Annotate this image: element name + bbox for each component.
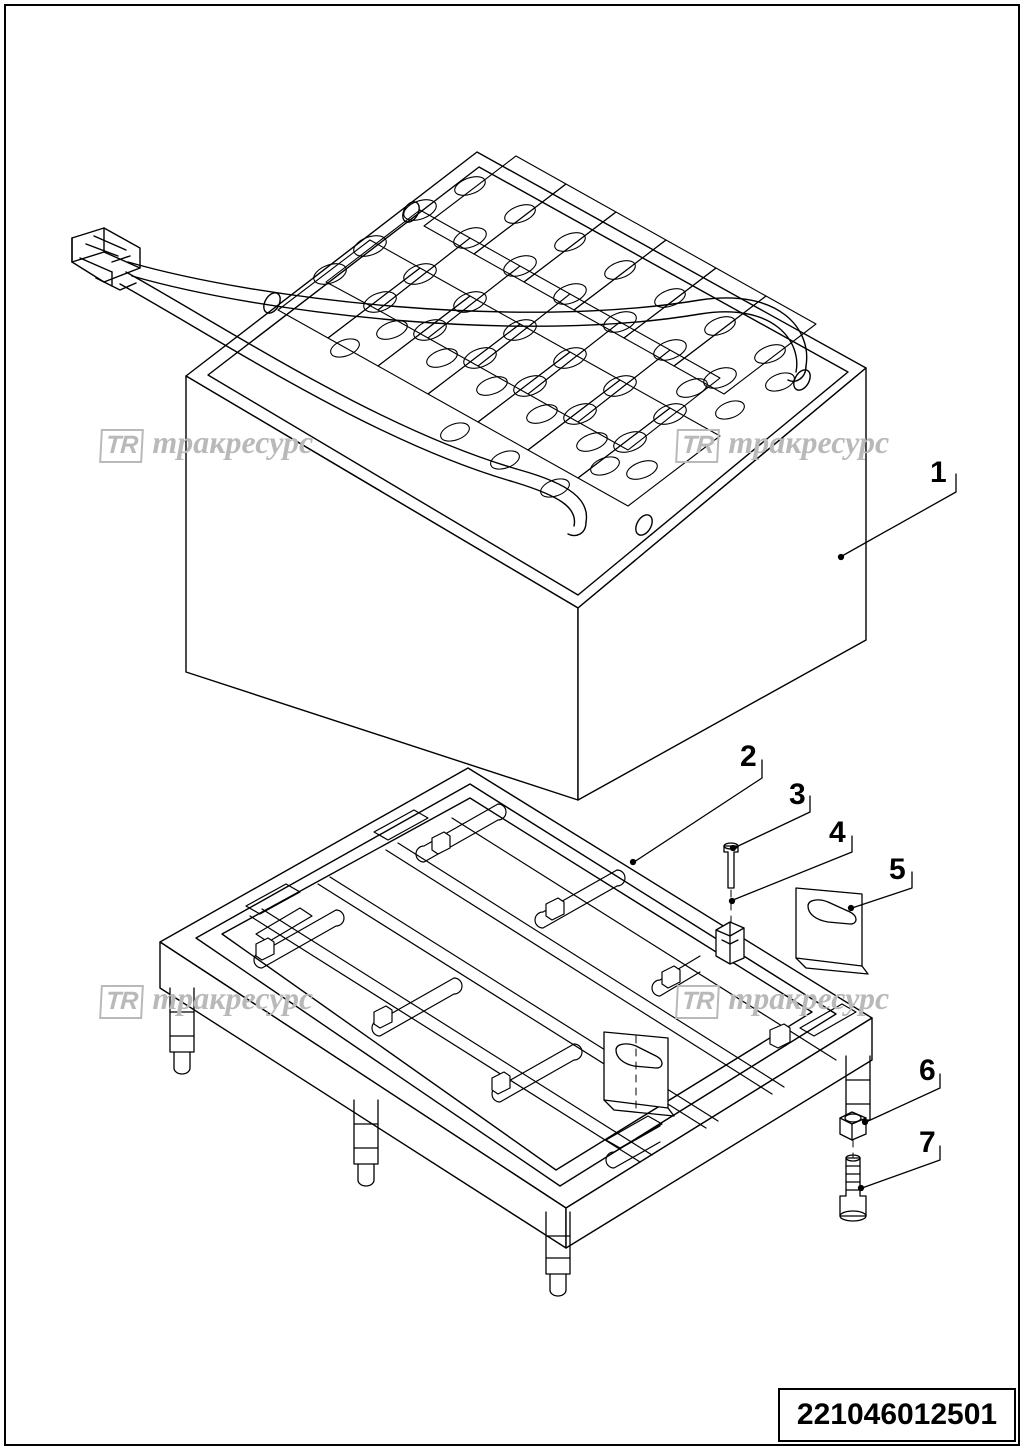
watermark-logo-icon: TR [675, 429, 720, 463]
callout-5: 5 [889, 853, 906, 886]
callout-6: 6 [919, 1054, 936, 1087]
watermark-logo-icon: TR [675, 985, 720, 1019]
watermark-top-right [676, 424, 889, 463]
callout-3: 3 [789, 778, 806, 811]
callout-4: 4 [829, 816, 846, 849]
watermark-logo-icon: TR [99, 985, 144, 1019]
watermark-text: тракресурс [152, 980, 314, 1016]
watermark-logo-icon: TR [99, 429, 144, 463]
callout-1: 1 [930, 456, 947, 489]
watermark-text: тракресурс [728, 980, 890, 1016]
part-number: 221046012501 [796, 1398, 998, 1431]
callout-7: 7 [919, 1126, 936, 1159]
watermark-bottom-right [676, 980, 889, 1019]
part-number-box [778, 1388, 1016, 1442]
watermark-text: тракресурс [728, 424, 890, 460]
watermark-text: тракресурс [152, 424, 314, 460]
watermark-top-left [100, 424, 313, 463]
watermark-bottom-left [100, 980, 313, 1019]
callout-2: 2 [740, 740, 757, 773]
